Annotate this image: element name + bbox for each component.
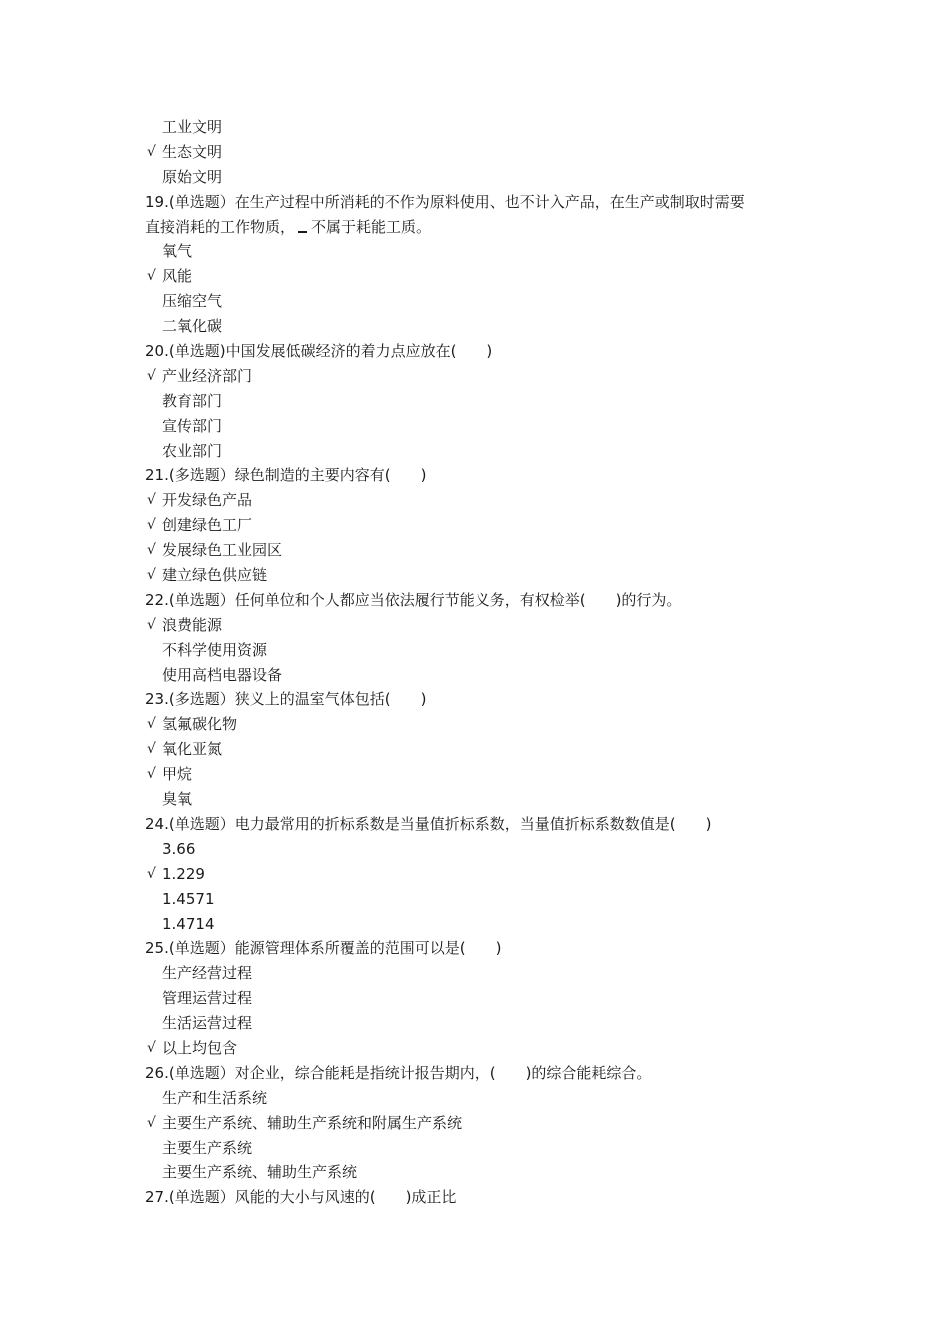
question-stem bbox=[145, 1061, 825, 1086]
option-text: 1.4571 bbox=[162, 889, 215, 908]
option-text: 二氧化碳 bbox=[162, 317, 223, 336]
answer-option bbox=[145, 912, 825, 937]
question-stem bbox=[145, 190, 825, 240]
answer-option bbox=[145, 563, 825, 588]
question-number: 25. bbox=[145, 939, 169, 958]
answer-option bbox=[145, 314, 825, 339]
answer-option bbox=[145, 364, 825, 389]
question-text: (单选题）任何单位和个人都应当依法履行节能义务，有权检举( )的行为。 bbox=[168, 590, 682, 609]
question-text: (单选题）在生产过程中所消耗的不作为原料使用、也不计入产品，在生产或制取时需要 bbox=[168, 192, 745, 211]
option-text: 生活运营过程 bbox=[162, 1014, 253, 1033]
option-text: 压缩空气 bbox=[162, 292, 223, 311]
check-mark-icon: √ bbox=[147, 367, 156, 384]
check-mark-icon: √ bbox=[147, 567, 156, 584]
question-number: 24. bbox=[145, 814, 169, 833]
question-text: (单选题)中国发展低碳经济的着力点应放在( ) bbox=[168, 342, 493, 361]
answer-option bbox=[145, 737, 825, 762]
question-stem bbox=[145, 463, 825, 488]
answer-option bbox=[145, 787, 825, 812]
question-number: 26. bbox=[145, 1063, 169, 1082]
question-text-continued: 直接消耗的工作物质， bbox=[145, 217, 296, 236]
check-mark-icon: √ bbox=[147, 268, 156, 285]
option-text: 1.4714 bbox=[162, 914, 215, 933]
check-mark-icon: √ bbox=[147, 492, 156, 509]
check-mark-icon: √ bbox=[147, 616, 156, 633]
question-text-continued: 不属于耗能工质。 bbox=[311, 217, 432, 236]
question-text: (多选题）狭义上的温室气体包括( ) bbox=[168, 690, 427, 709]
answer-option bbox=[145, 264, 825, 289]
answer-option bbox=[145, 1111, 825, 1136]
question-stem bbox=[145, 936, 825, 961]
answer-option bbox=[145, 712, 825, 737]
option-text: 生产和生活系统 bbox=[162, 1088, 268, 1107]
option-text: 不科学使用资源 bbox=[162, 640, 268, 659]
option-text: 主要生产系统、辅助生产系统 bbox=[162, 1163, 358, 1182]
check-mark-icon: √ bbox=[147, 517, 156, 534]
option-text: 建立绿色供应链 bbox=[162, 566, 268, 585]
question-number: 20. bbox=[145, 342, 169, 361]
answer-option bbox=[145, 488, 825, 513]
question-list bbox=[145, 115, 825, 1210]
option-text: 主要生产系统 bbox=[162, 1138, 253, 1157]
answer-option bbox=[145, 1036, 825, 1061]
option-text: 3.66 bbox=[162, 839, 196, 858]
option-text: 臭氧 bbox=[162, 790, 193, 809]
option-text: 主要生产系统、辅助生产系统和附属生产系统 bbox=[162, 1113, 463, 1132]
check-mark-icon: √ bbox=[147, 716, 156, 733]
option-text: 开发绿色产品 bbox=[162, 491, 253, 510]
question-stem bbox=[145, 588, 825, 613]
check-mark-icon: √ bbox=[147, 1039, 156, 1056]
option-text: 氢氟碳化物 bbox=[162, 715, 238, 734]
question-text: (单选题）对企业，综合能耗是指统计报告期内，( )的综合能耗综合。 bbox=[168, 1063, 652, 1082]
check-mark-icon: √ bbox=[147, 143, 156, 160]
question-stem bbox=[145, 339, 825, 364]
question-text: (单选题）电力最常用的折标系数是当量值折标系数，当量值折标系数数值是( ) bbox=[168, 814, 712, 833]
option-text: 浪费能源 bbox=[162, 615, 223, 634]
answer-option bbox=[145, 762, 825, 787]
answer-option bbox=[145, 239, 825, 264]
answer-option bbox=[145, 165, 825, 190]
question-text: (单选题）风能的大小与风速的( )成正比 bbox=[168, 1188, 457, 1207]
answer-option bbox=[145, 663, 825, 688]
answer-option bbox=[145, 837, 825, 862]
option-text: 氧气 bbox=[162, 242, 193, 261]
check-mark-icon: √ bbox=[147, 865, 156, 882]
answer-option bbox=[145, 414, 825, 439]
option-text: 产业经济部门 bbox=[162, 366, 253, 385]
question-number: 27. bbox=[145, 1188, 169, 1207]
check-mark-icon: √ bbox=[147, 542, 156, 559]
option-text: 氧化亚氮 bbox=[162, 740, 223, 759]
answer-option bbox=[145, 140, 825, 165]
question-text: (多选题）绿色制造的主要内容有( ) bbox=[168, 466, 427, 485]
question-text: (单选题）能源管理体系所覆盖的范围可以是( ) bbox=[168, 939, 502, 958]
option-text: 发展绿色工业园区 bbox=[162, 541, 283, 560]
option-text: 1.229 bbox=[162, 864, 205, 883]
fill-blank bbox=[298, 217, 307, 233]
answer-option bbox=[145, 613, 825, 638]
answer-option bbox=[145, 862, 825, 887]
option-text: 工业文明 bbox=[162, 118, 223, 136]
answer-option bbox=[145, 389, 825, 414]
answer-option bbox=[145, 289, 825, 314]
check-mark-icon: √ bbox=[147, 766, 156, 783]
check-mark-icon: √ bbox=[147, 741, 156, 758]
answer-option bbox=[145, 961, 825, 986]
option-text: 宣传部门 bbox=[162, 416, 223, 435]
answer-option bbox=[145, 439, 825, 464]
question-number: 19. bbox=[145, 192, 169, 211]
option-text: 使用高档电器设备 bbox=[162, 665, 283, 684]
answer-option bbox=[145, 1136, 825, 1161]
question-number: 22. bbox=[145, 590, 169, 609]
question-stem bbox=[145, 812, 825, 837]
check-mark-icon: √ bbox=[147, 1114, 156, 1131]
question-number: 23. bbox=[145, 690, 169, 709]
answer-option bbox=[145, 538, 825, 563]
answer-option bbox=[145, 1011, 825, 1036]
question-stem bbox=[145, 1185, 825, 1210]
question-number: 21. bbox=[145, 466, 169, 485]
option-text: 以上均包含 bbox=[162, 1038, 238, 1057]
question-stem bbox=[145, 687, 825, 712]
option-text: 风能 bbox=[162, 267, 193, 286]
answer-option bbox=[145, 115, 825, 140]
answer-option bbox=[145, 887, 825, 912]
answer-option bbox=[145, 638, 825, 663]
answer-option bbox=[145, 986, 825, 1011]
option-text: 原始文明 bbox=[162, 167, 223, 186]
option-text: 生产经营过程 bbox=[162, 964, 253, 983]
option-text: 农业部门 bbox=[162, 441, 223, 460]
answer-option bbox=[145, 1086, 825, 1111]
option-text: 创建绿色工厂 bbox=[162, 516, 253, 535]
option-text: 管理运营过程 bbox=[162, 989, 253, 1008]
option-text: 生态文明 bbox=[162, 142, 223, 161]
answer-option bbox=[145, 513, 825, 538]
option-text: 甲烷 bbox=[162, 765, 193, 784]
answer-option bbox=[145, 1160, 825, 1185]
option-text: 教育部门 bbox=[162, 391, 223, 410]
